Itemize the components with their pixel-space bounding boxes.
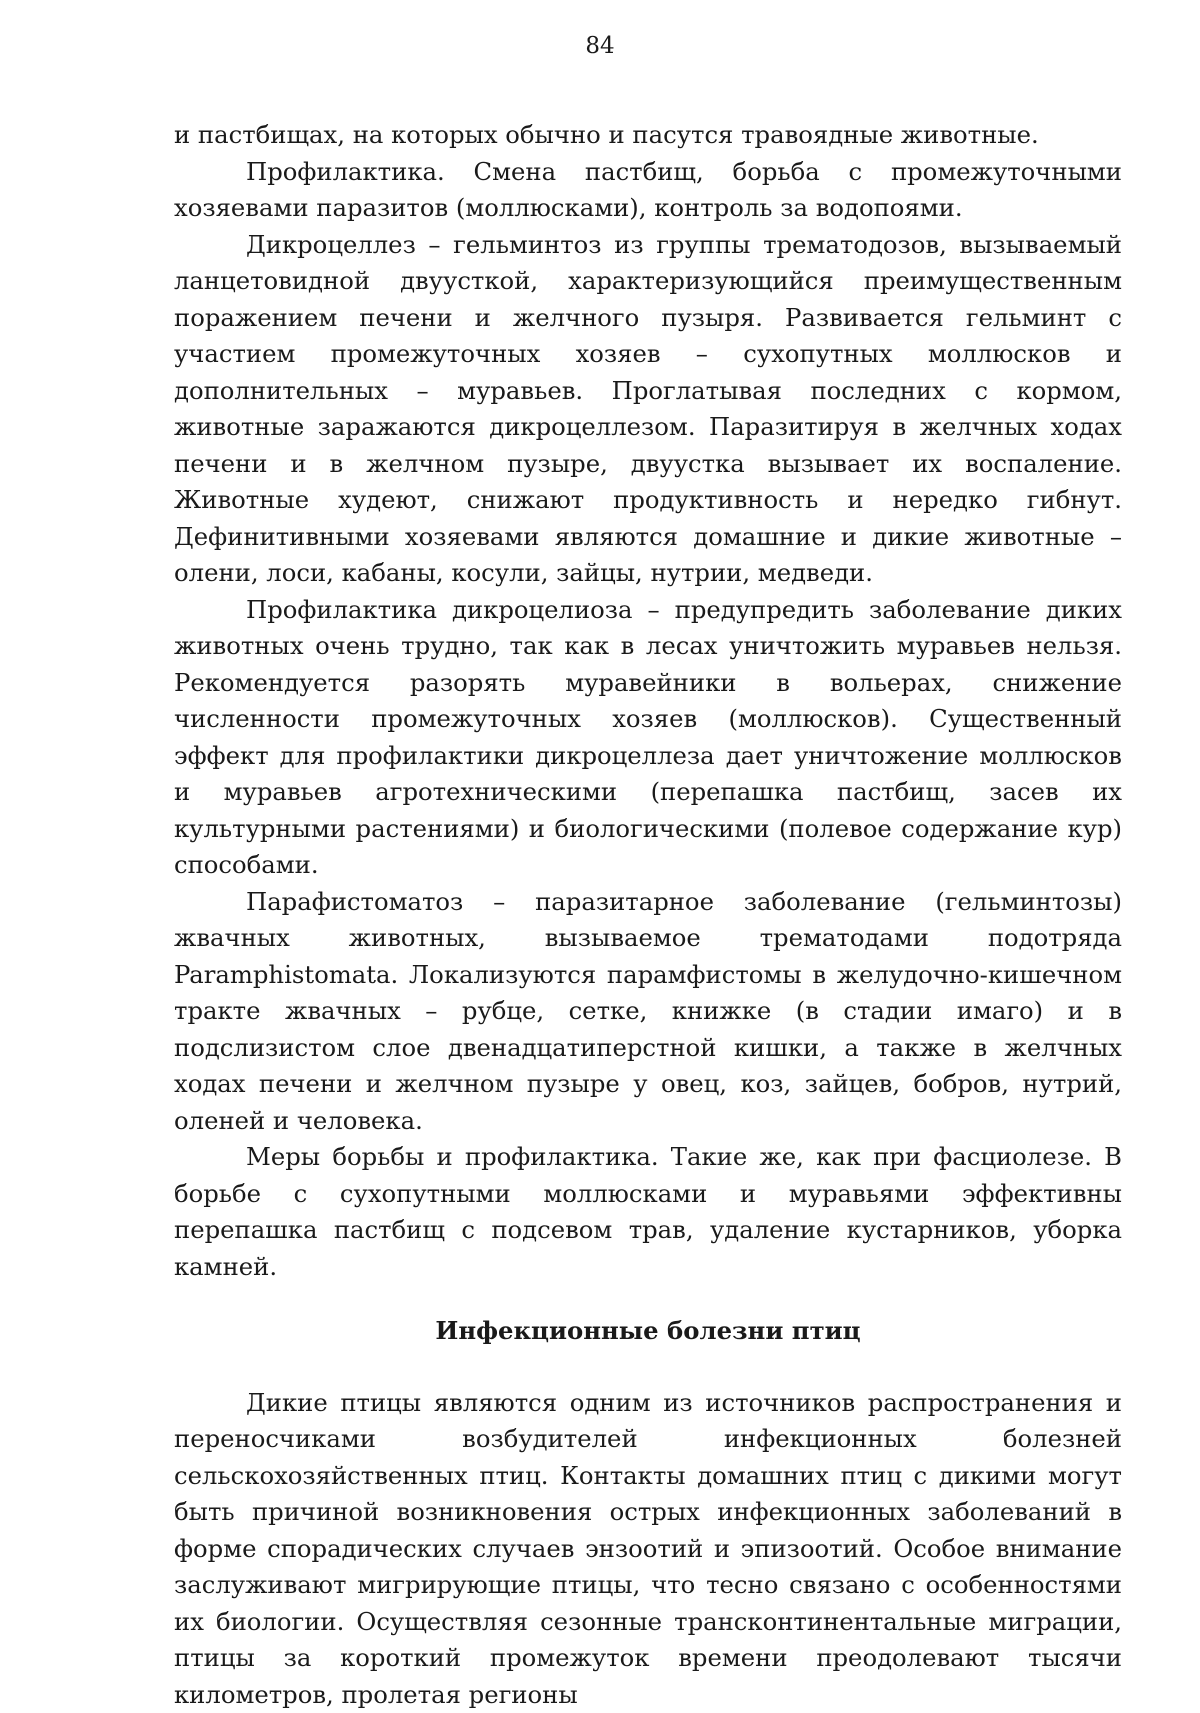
- paragraph-prevention-pastures: Профилактика. Смена пастбищ, борьба с промежуточными хозяевами паразитов (моллюсками), контроль за водопоями.: [174, 154, 1122, 227]
- paragraph-dicrocoeliosis-prevention: Профилактика дикроцелиоза – предупредить заболевание диких животных очень трудно, так как в лесах уничтожить муравьев нельзя. Рекомендуется разорять муравейники в вольерах, снижение численности промежуточных хозяев (моллюсков). Существенный эффект для профилактики дикроцеллеза дает уничтожение моллюсков и муравьев агротехническими (перепашка пастбищ, засев их культурными растениями) и биологическими (полевое содержание кур) способами.: [174, 592, 1122, 884]
- paragraph-continuation: и пастбищах, на которых обычно и пасутся травоядные животные.: [174, 117, 1122, 154]
- page-number: 84: [0, 30, 1200, 62]
- paragraph-paramphistomatosis: Парафистоматоз – паразитарное заболевание (гельминтозы) жвачных животных, вызываемое трематодами подотряда Paramphistomata. Локализуются парамфистомы в желудочно-кишечном тракте жвачных – рубце, сетке, книжке (в стадии имаго) и в подслизистом слое двенадцатиперстной кишки, а также в желчных ходах печени и желчном пузыре у овец, коз, зайцев, бобров, нутрий, оленей и человека.: [174, 884, 1122, 1140]
- paragraph-control-measures: Меры борьбы и профилактика. Такие же, как при фасциолезе. В борьбе с сухопутными моллюсками и муравьями эффективны перепашка пастбищ с подсевом трав, удаление кустарников, уборка камней.: [174, 1139, 1122, 1285]
- paragraph-dicrocoeliosis: Дикроцеллез – гельминтоз из группы трематодозов, вызываемый ланцетовидной двуусткой, характеризующийся преимущественным поражением печени и желчного пузыря. Развивается гельминт с участием промежуточных хозяев – сухопутных моллюсков и дополнительных – муравьев. Проглатывая последних с кормом, животные заражаются дикроцеллезом. Паразитируя в желчных ходах печени и в желчном пузыре, двуустка вызывает их воспаление. Животные худеют, снижают продуктивность и нередко гибнут. Дефинитивными хозяевами являются домашние и дикие животные – олени, лоси, кабаны, косули, зайцы, нутрии, медведи.: [174, 227, 1122, 592]
- section-heading: Инфекционные болезни птиц: [174, 1313, 1122, 1350]
- page-body: [174, 117, 1122, 1713]
- paragraph-wild-birds: Дикие птицы являются одним из источников распространения и переносчиками возбудителей инфекционных болезней сельскохозяйственных птиц. Контакты домашних птиц с дикими могут быть причиной возникновения острых инфекционных заболеваний в форме спорадических случаев энзоотий и эпизоотий. Особое внимание заслуживают мигрирующие птицы, что тесно связано с особенностями их биологии. Осуществляя сезонные трансконтинентальные миграции, птицы за короткий промежуток времени преодолевают тысячи километров, пролетая регионы: [174, 1385, 1122, 1713]
